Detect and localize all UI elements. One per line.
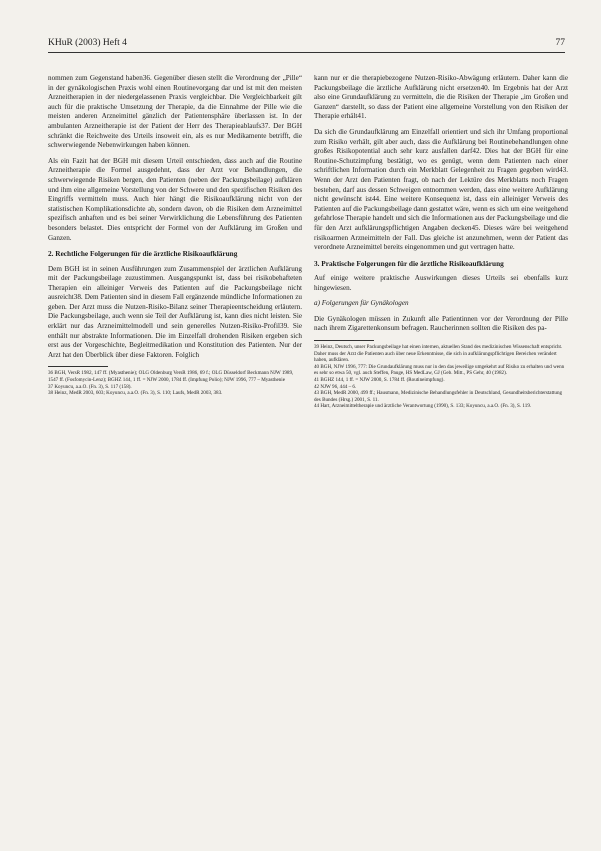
header-rule [48, 52, 565, 53]
footnote: 44 Hart, Arzneimitteltherapie und ärztliche Verantwortung (1990), S. 133; Koyuncu, a.a.O. (Fn. 3), S. 119. [314, 403, 532, 410]
paragraph: Die Gynäkologen müssen in Zukunft alle Patientinnen vor der Verordnung der Pille nach ihrem Zigarettenkonsum befragen. Raucherinnen sollten die Risiken des pa- [314, 314, 568, 333]
paragraph: Auf einige weitere praktische Auswirkungen dieses Urteils sei ebenfalls kurz hingewiesen. [314, 274, 568, 292]
subsection-heading: a) Folgerungen für Gynäkologen [314, 299, 409, 308]
right-column [314, 74, 568, 410]
footnote: 42 NJW 96, 444 – 6. [314, 383, 357, 390]
section-heading: 2. Rechtliche Folgerungen für die ärztliche Risikoaufklärung [48, 249, 238, 259]
footnote: 36 BGH, VersR 1982, 147 ff. (Myasthenie); OLG Oldenburg VersR 1986, 69 f.; OLG Düsseldorf Beckmann NJW 1989, 1547 ff. (Fosfomycin-Lenz); BGHZ 144, 1 ff. = NJW 2000, 1784 ff. (Impfung Polio); NJW 1996, 777 – Myasthenie [48, 370, 294, 384]
running-header [48, 38, 565, 48]
footnote: 38 Heinz, MedR 2003, 603; Koyuncu, a.a.O. (Fn. 3), S. 110; Laufs, MedR 2003, 383. [48, 390, 223, 397]
page-number: 77 [555, 38, 565, 48]
footnotes [314, 344, 568, 410]
footnote: 40 BGH, NJW 1996, 777: Die Grundaufklärung muss nur in den das jeweilige umgekehrt auf Risiko zu erhalten und wenn es sehr so etwa 50, vgl. auch Steffen, Pauge, HS MedLaw, GJ (Geb. Mitt., PS Gehr, 40 (1982). [314, 363, 565, 377]
paragraph: Als ein Fazit hat der BGH mit diesem Urteil entschieden, dass auch auf die Routine Arzneitherapie die Formel ausgedehnt, dass der Arzt vor Behandlungen, die schwerwiegende Risiken bergen, den Patienten (neben der Packungsbeilage) aufklären und ihm eine allgemeine Vorstellung von der Schwere und den spezifischen Risiken des Eingriffs vermitteln muss. Auch hier hängt die Risikoaufklärung nicht von der statistischen Komplikationsdichte ab, sondern davon, ob die Risiken dem Arzneimittel spezifisch anhaften und es bei seiner Verwirklichung die Lebensführung des Patienten besonders belastet. Dies entspricht der Formel von der Aufklärung im Großen und Ganzen. [48, 156, 302, 242]
footnote: 43 BGH, MedR 2000, 499 ff.; Hausmann, Medizinische Behandlungsfehler in Deutschland, Gesundheitsberichterstattung des Bundes (Hrsg.) 2001, S. 11. [314, 390, 563, 403]
footnote-rule [48, 366, 108, 367]
journal-title: KHuR (2003) Heft 4 [48, 38, 127, 48]
footnote-rule [314, 340, 374, 341]
paragraph: kann nur er die therapiebezogene Nutzen-Risiko-Abwägung erläutern. Daher kann die Packungsbeilage die ärztliche Aufklärung nicht ersetzen40. Im Ergebnis hat der Arzt also eine Grundaufklärung zu vermitteln, die die Risiken der Therapie „im Großen und Ganzen“ darstellt, so dass der Patient eine allgemeine Vorstellung von den Risiken der Therapie erhält41. [314, 74, 568, 121]
footnote: 39 Heinz, Deutsch, unser Packungsbeilage hat einen internen, aktuellen Stand des medizinischen Wissenschaft entspricht. Daher muss der Arzt die Patienten auch über neue Erkenntnisse, die sich in aufklärungspflichtigen Bereichen verändert haben, aufklären. [314, 344, 563, 364]
footnote: 41 BGHZ 144, 1 ff. = NJW 2000, S. 1784 ff. (Routineimpfung). [314, 377, 445, 384]
paragraph: Dem BGH ist in seinen Ausführungen zum Zusammenspiel der ärztlichen Aufklärung mit der Packungsbeilage zuzustimmen. Ausgangspunkt ist, dass bei risikobehafteten Therapien ein alleiniger Verweis des Patienten auf die Packungsbeilage nicht ausreicht38. Dem Patienten sind in diesem Fall ergänzende mündliche Informationen zu geben. Der Arzt muss die Nutzen-Risiko-Bilanz seiner Therapieentscheidung erläutern. Die Packungsbeilage, auch wenn sie Teil der Aufklärung ist, kann dies nicht leisten. Sie erklärt nur das Arzneimittelmodell und sein generelles Nutzen-Risiko-Profil39. Sie enthält nur abstrakte Informationen. Die im Einzelfall drohenden Risiken ergeben sich erst aus der Vorgeschichte, Begleitmedikation und Konstitution des Patienten. Nur der Arzt hat den Überblick über diese Faktoren. Folglich [48, 264, 302, 359]
left-column [48, 74, 302, 397]
footnotes [48, 370, 302, 396]
section-heading: 3. Praktische Folgerungen für die ärztliche Risikoaufklärung [314, 258, 504, 268]
paragraph: nommen zum Gegenstand haben36. Gegenüber diesen stellt die Verordnung der „Pille“ in der gynäkologischen Praxis wohl einen Routinevorgang dar und ist mit den meisten Arzneitherapien in der niedergelassenen Praxis vergleichbar. Die Vergleichbarkeit gilt auch für die praktische Umsetzung der Therapie, da die Einnahme der Pille wie die meisten anderen Arzneimittel gänzlich der Patientensphäre überlassen ist. In der ambulanten Arzneitherapie ist der Patient der Herr des Therapieablaufs37. Der BGH schränkt die Reichweite des Urteils insoweit ein, als es nur Medikamente betrifft, die schwerwiegende Nebenwirkungen haben können. [48, 74, 302, 150]
paragraph: Da sich die Grundaufklärung am Einzelfall orientiert und sich ihr Umfang proportional zum Risiko verhält, gilt aber auch, dass die Aufklärung bei Routinebehandlungen ohne großes Risikopotential auch sehr kurz ausfallen darf42. Dies hat der BGH für eine Routine-Schutzimpfung bestätigt, wo es genügt, wenn dem Patienten nach einer schriftlichen Information durch ein Merkblatt Gelegenheit zu Fragen gegeben wird43. Wenn der Arzt den Patienten fragt, ob nach der Lektüre des Merkblatts noch Fragen bestehen, darf aus dessen Schweigen entnommen werden, dass eine weitere Aufklärung nicht gewünscht ist44. Eine weitere Konsequenz ist, dass ein alleiniger Verweis des Patienten auf die Packungsbeilage dann gestattet wäre, wenn es sich um eine weitgehend gefahrlose Therapie handelt und sich die Informationen aus der Packungsbeilage und die für den Arzt aufklärungspflichtigen Angaben decken45. Dieses wäre bei weitgehend risikoarmen Arzneimitteln der Fall. Das gleiche ist anzunehmen, wenn der Patient das verordnete Arzneimittel bereits eingenommen und gut vertragen hatte. [314, 127, 569, 252]
footnote: 37 Koyuncu, a.a.O. (Fn. 3), S. 117 (158). [48, 383, 132, 390]
